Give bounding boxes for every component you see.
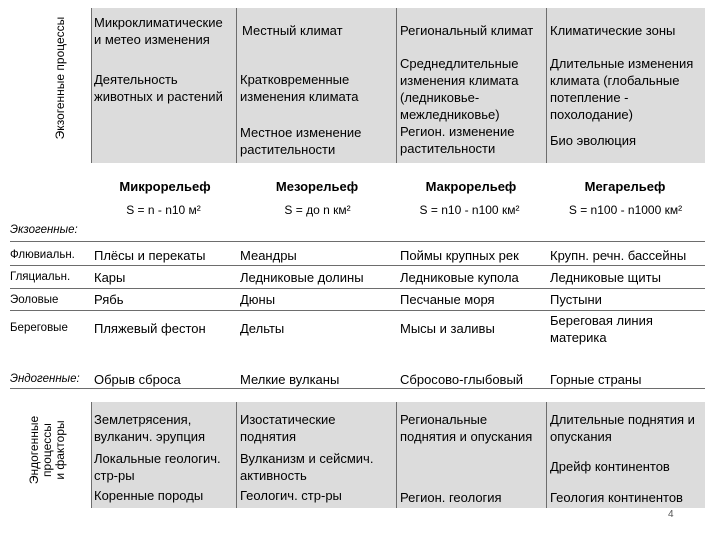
glacial-mega: Ледниковые щиты [550,270,661,285]
top-r2-c4: Длительные изменения климата (глобальные потепление - похолодание) [550,56,694,122]
row-line-5 [10,388,705,389]
coastal-micro: Пляжевый фестон [94,321,206,336]
endogenous-mega: Горные страны [550,372,642,387]
bottom-divider-3 [396,402,397,508]
formula-macro: S = n10 - n100 км² [419,203,520,217]
fluvial-mega: Крупн. речн. бассейны [550,248,687,263]
bottom-c3: Региональные поднятия и опускания [400,412,533,444]
page-number: 4 [668,509,674,520]
coastal-meso: Дельты [240,321,285,336]
formula-micro: S = n - n10 м² [126,203,201,217]
glacial-meso: Ледниковые долины [240,270,364,285]
top-divider-2 [236,8,237,163]
endogenous-title: Эндогенные: [10,373,80,385]
row-label-coastal: Береговые [10,322,68,334]
row-line-3 [10,288,705,289]
glacial-macro: Ледниковые купола [400,270,519,285]
aeolian-macro: Песчаные моря [400,292,495,307]
aeolian-meso: Дюны [240,292,276,307]
glacial-micro: Кары [94,270,126,285]
fluvial-micro: Плёсы и перекаты [94,248,206,263]
endogenous-meso: Мелкие вулканы [240,372,340,387]
bottom-divider-1 [91,402,92,508]
top-r2-c2b: Местное изменение растительности [240,125,362,157]
header-microrelief: Микрорельеф [119,179,211,194]
top-r1-c1: Микроклиматические и метео изменения [94,15,223,47]
top-r2-c3: Среднедлительные изменения климата (ледниковье- межледниковье) Регион. изменение растительности [400,56,519,156]
endogenous-factors-side-label: Эндогенные процессы и факторы [27,415,67,485]
coastal-mega: Береговая линия материка [550,313,653,345]
top-r2-c1: Деятельность животных и растений [94,72,223,104]
top-divider-1 [91,8,92,163]
bottom-c1: Землетрясения, вулканич. эрупция Локальные геологич. стр-ры Коренные породы [94,412,221,503]
exogenous-processes-side-label: Экзогенные процессы [53,16,67,140]
bottom-c4b: Дрейф континентов [550,459,670,474]
bottom-c4: Длительные поднятия и опускания [550,412,695,444]
top-divider-4 [546,8,547,163]
header-macrorelief: Макрорельеф [425,179,517,194]
formula-mega: S = n100 - n1000 км² [568,203,683,217]
top-r1-c3: Региональный климат [400,23,534,38]
fluvial-meso: Меандры [240,248,297,263]
formula-meso: S = до n км² [284,203,351,217]
header-megarelief: Мегарельеф [584,179,666,194]
exogenous-title: Экзогенные: [10,224,78,236]
bottom-c2: Изостатические поднятия Вулканизм и сейсмич. активность Геологич. стр-ры [240,412,374,503]
row-line-4 [10,310,705,311]
header-mesorelief: Мезорельеф [275,179,359,194]
aeolian-mega: Пустыни [550,292,602,307]
row-label-glacial: Гляциальн. [10,271,71,283]
bottom-divider-2 [236,402,237,508]
bottom-c3b: Регион. геология [400,490,502,505]
top-r1-c2: Местный климат [242,23,343,38]
row-line-1 [10,241,705,242]
top-r1-c4: Климатические зоны [550,23,676,38]
endogenous-micro: Обрыв сброса [94,372,181,387]
aeolian-micro: Рябь [94,292,124,307]
bottom-c4c: Геология континентов [550,490,683,505]
row-label-fluvial: Флювиальн. [10,249,75,261]
top-r2-c4b: Био эволюция [550,133,637,148]
bottom-divider-4 [546,402,547,508]
top-divider-3 [396,8,397,163]
fluvial-macro: Поймы крупных рек [400,248,519,263]
top-r2-c2: Кратковременные изменения климата [240,72,359,104]
row-label-aeolian: Эоловые [10,294,59,306]
endogenous-macro: Сбросово-глыбовый [400,372,524,387]
row-line-2 [10,265,705,266]
coastal-macro: Мысы и заливы [400,321,495,336]
